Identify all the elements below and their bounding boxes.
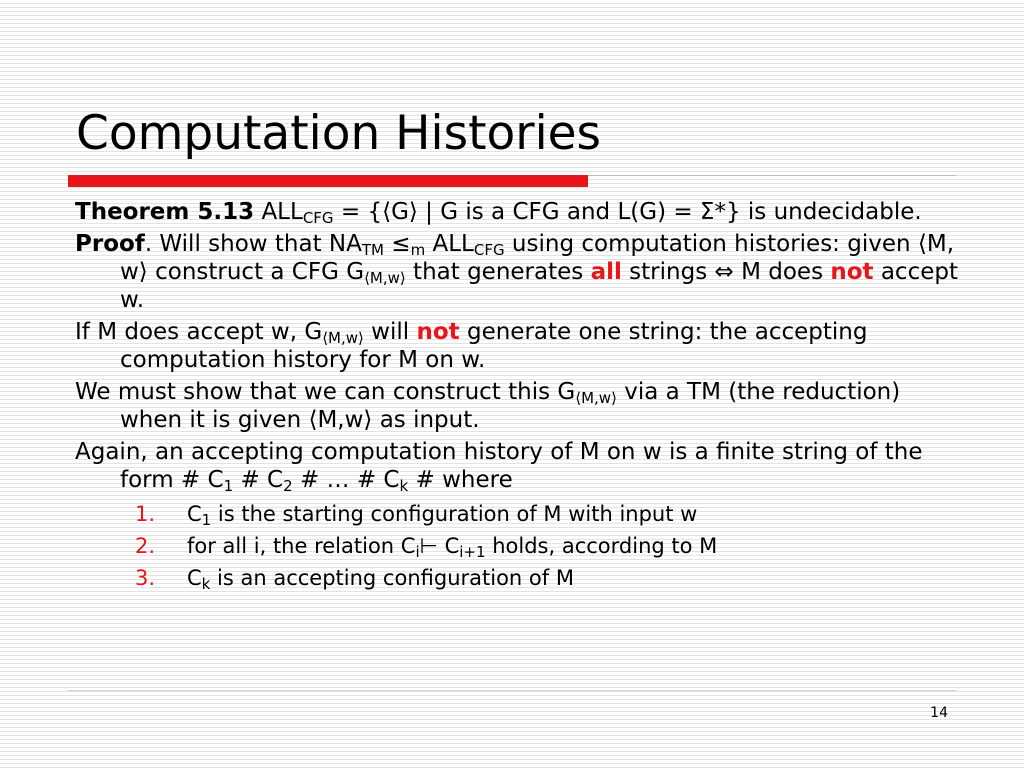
again-text-4: # where bbox=[408, 467, 513, 493]
proof-text-3: that generates bbox=[405, 259, 591, 285]
again-text-2: # C bbox=[233, 467, 284, 493]
list-text: is an accepting configuration of M bbox=[210, 566, 574, 590]
title-underline-accent bbox=[68, 175, 588, 187]
proof-cfg-sub: CFG bbox=[473, 241, 505, 259]
list-number: 3. bbox=[135, 566, 156, 590]
proof-text-1: . Will show that NA bbox=[144, 231, 362, 257]
theorem-all: ALL bbox=[261, 199, 303, 225]
proof-text-5: accept w. bbox=[120, 259, 958, 313]
list-item bbox=[135, 530, 965, 562]
list-text: C bbox=[187, 566, 202, 590]
proof-m-sub: m bbox=[410, 241, 426, 259]
list-text: is the starting configuration of M with input w bbox=[211, 502, 698, 526]
construct-text-2: via a TM (the reduction) when it is given ⟨M,w⟩ as input. bbox=[120, 379, 901, 433]
accept-paragraph bbox=[75, 318, 965, 374]
list-item bbox=[135, 562, 965, 594]
proof-paragraph bbox=[75, 230, 965, 314]
proof-tm-sub: TM bbox=[361, 241, 384, 259]
list-sub: 1 bbox=[201, 511, 212, 529]
list-text: ⊢ C bbox=[419, 534, 460, 558]
list-number: 1. bbox=[135, 502, 156, 526]
list-sub: i+1 bbox=[459, 543, 486, 561]
again-text-1: Again, an accepting computation history of M on w is a finite string of the form # C bbox=[75, 439, 923, 493]
accept-text-1: If M does accept w, G bbox=[75, 319, 323, 345]
proof-not-emphasis: not bbox=[830, 259, 874, 285]
construct-g-sub: ⟨M,w⟩ bbox=[575, 389, 617, 407]
construct-paragraph bbox=[75, 378, 965, 434]
proof-leq: ≤ bbox=[383, 231, 411, 257]
accept-g-sub: ⟨M,w⟩ bbox=[322, 329, 364, 347]
again-paragraph bbox=[75, 438, 965, 494]
construct-text-1: We must show that we can construct this G bbox=[75, 379, 576, 405]
list-item bbox=[135, 498, 965, 530]
proof-all-emphasis: all bbox=[590, 259, 622, 285]
theorem-label: Theorem 5.13 bbox=[75, 199, 255, 225]
theorem-cfg-sub: CFG bbox=[302, 209, 334, 227]
list-text: for all i, the relation C bbox=[187, 534, 416, 558]
again-sub-1: 1 bbox=[223, 477, 234, 495]
list-sub: i bbox=[415, 543, 420, 561]
list-sub: k bbox=[201, 575, 211, 593]
proof-text-4: strings ⇔ M does bbox=[621, 259, 831, 285]
again-text-3: # … # C bbox=[292, 467, 400, 493]
accept-text-2: will bbox=[363, 319, 417, 345]
theorem-paragraph bbox=[75, 198, 965, 226]
slide-body bbox=[75, 198, 965, 594]
proof-text-2: using computation histories: given ⟨M, w⟩ construct a CFG G bbox=[120, 231, 955, 285]
proof-all: ALL bbox=[425, 231, 474, 257]
title-underline bbox=[68, 175, 956, 187]
list-text: holds, according to M bbox=[485, 534, 718, 558]
list-number: 2. bbox=[135, 534, 156, 558]
history-conditions-list bbox=[135, 498, 965, 594]
slide-title: Computation Histories bbox=[76, 106, 602, 161]
accept-text-3: generate one string: the accepting computation history for M on w. bbox=[120, 319, 868, 373]
theorem-text: = {⟨G⟩ | G is a CFG and L(G) = Σ*} is undecidable. bbox=[333, 199, 922, 225]
list-text: C bbox=[187, 502, 202, 526]
accept-not-emphasis: not bbox=[416, 319, 460, 345]
again-sub-k: k bbox=[399, 477, 409, 495]
footer-rule bbox=[68, 690, 956, 691]
title-underline-thin bbox=[588, 175, 956, 176]
again-sub-2: 2 bbox=[283, 477, 293, 495]
page-number: 14 bbox=[930, 705, 948, 721]
proof-label: Proof bbox=[75, 231, 145, 257]
proof-g-sub: ⟨M,w⟩ bbox=[364, 269, 406, 287]
